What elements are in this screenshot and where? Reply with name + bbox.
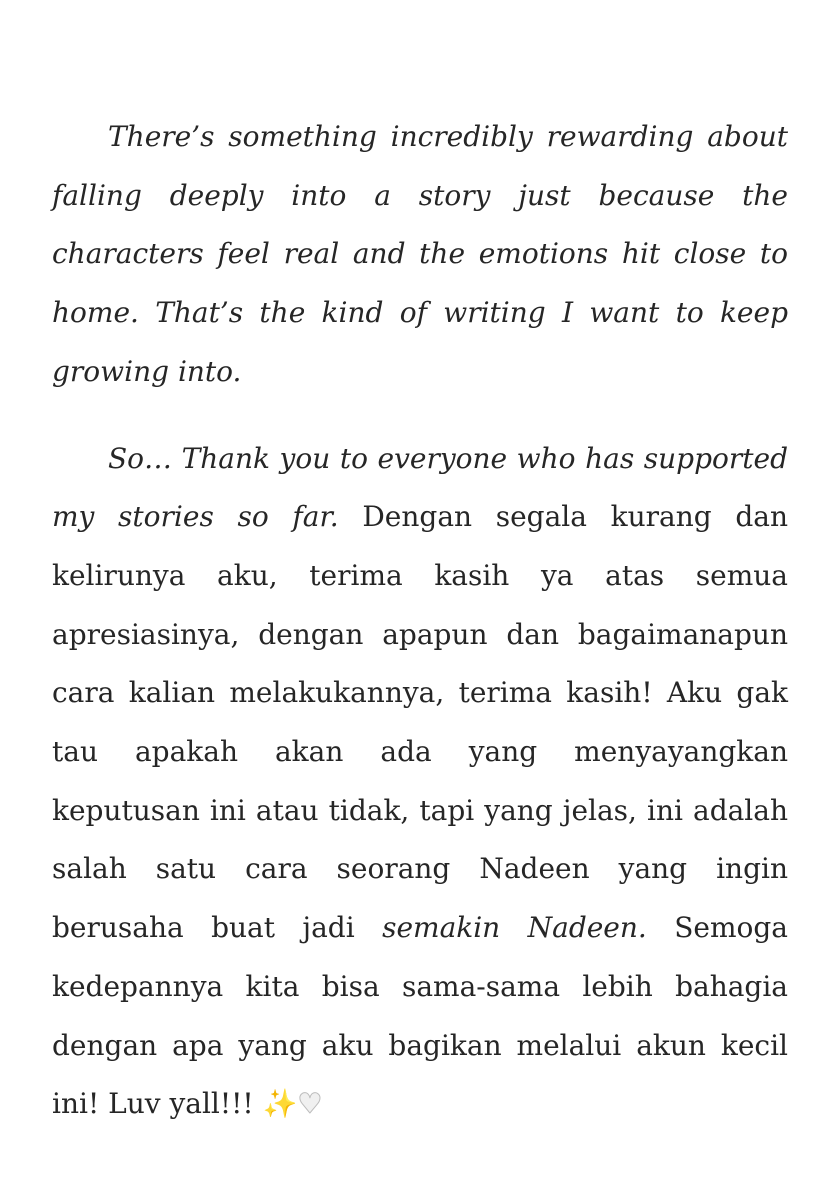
- white-heart-icon: ♥: [297, 1087, 323, 1121]
- paragraph-2-text-a: Dengan segala kurang dan kelirunya aku, terima kasih ya atas semua apresiasinya, dengan apapun dan bagaimanapun cara kalian melakukannya, terima kasih! Aku gak tau apakah akan ada yang menyayangkan keputusan ini atau tidak, tapi yang jelas, ini adalah salah satu cara seorang Nadeen yang ingin berusaha buat jadi: [52, 500, 788, 945]
- paragraph-2-text-b: Semoga kedepannya kita bisa sama-sama lebih bahagia dengan apa yang aku bagikan melalui akun kecil ini! Luv yall!!!: [52, 911, 788, 1121]
- body-text: [52, 108, 788, 1134]
- paragraph-2-italic-intro: So… Thank you to everyone who has supported my stories so far.: [52, 441, 788, 534]
- paragraph-2-italic-name: semakin Nadeen.: [382, 911, 647, 945]
- sparkles-icon: ✨: [262, 1087, 298, 1121]
- paragraph-2: [52, 430, 788, 1134]
- paragraph-1: There’s something incredibly rewarding about falling deeply into a story just because the characters feel real and the emotions hit close to home. That’s the kind of writing I want to keep growing into.: [52, 120, 788, 388]
